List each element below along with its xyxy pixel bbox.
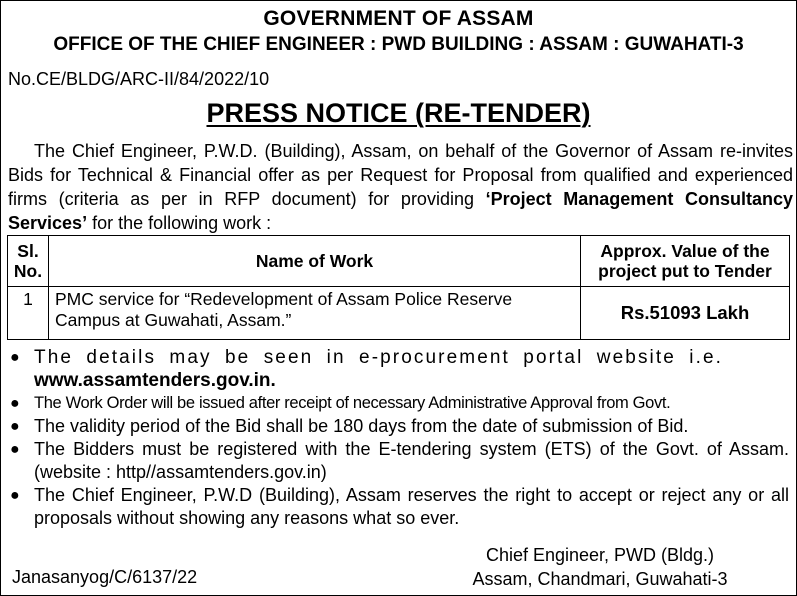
list-item	[0, 346, 797, 392]
list-item	[0, 392, 797, 415]
works-table	[7, 235, 790, 340]
bullet-icon: ●	[10, 395, 20, 412]
intro-text-after: for the following work :	[87, 213, 272, 233]
cell-approx-value: Rs.51093 Lakh	[581, 287, 790, 340]
reference-number: No.CE/BLDG/ARC-II/84/2022/10	[8, 69, 270, 89]
list-item	[0, 484, 797, 530]
header-sl-no: Sl. No.	[8, 236, 49, 287]
header-name-of-work: Name of Work	[49, 236, 581, 287]
bullet-icon: ●	[10, 418, 20, 435]
intro-text-before: The Chief Engineer, P.W.D. (Building), Assam, on behalf of the Governor of Assam re-invites Bids for Technical & Financial offer as per Request for Proposal from qualified and experienced firms (criteria as per in RFP document) for providing	[8, 141, 793, 209]
intro-paragraph	[8, 139, 793, 235]
bullet-icon: ●	[10, 487, 20, 504]
point-text: The Chief Engineer, P.W.D (Building), Assam reserves the right to accept or reject any or all proposals without showing any reasons what so ever.	[34, 485, 789, 528]
cell-name-of-work: PMC service for “Redevelopment of Assam Police Reserve Campus at Guwahati, Assam.”	[49, 287, 581, 340]
list-item	[0, 415, 797, 438]
signature-block	[430, 543, 770, 591]
point-text: The details may be seen in e-procurement portal website i.e.	[34, 347, 724, 368]
point-text: The validity period of the Bid shall be 180 days from the date of submission of Bid.	[34, 416, 689, 436]
header-office: OFFICE OF THE CHIEF ENGINEER : PWD BUILDING : ASSAM : GUWAHATI-3	[53, 34, 744, 55]
signature-title: Chief Engineer, PWD (Bldg.)	[485, 545, 715, 565]
bullet-icon: ●	[10, 441, 20, 458]
table-header-row	[8, 236, 790, 287]
intro-highlight: ‘Project Management Consultancy Services’	[8, 189, 793, 233]
footer-reference: Janasanyog/C/6137/22	[12, 567, 198, 587]
terms-list	[0, 346, 797, 530]
cell-sl-no: 1	[8, 287, 49, 340]
point-text: The Bidders must be registered with the E-tendering system (ETS) of the Govt. of Assam. (website : http//assamtenders.gov.in)	[34, 439, 789, 482]
signature-address: Assam, Chandmari, Guwahati-3	[472, 569, 728, 589]
list-item	[0, 438, 797, 484]
portal-website-link: www.assamtenders.gov.in.	[34, 370, 276, 391]
table-row	[8, 287, 790, 340]
bullet-icon: ●	[10, 349, 22, 366]
header-approx-value: Approx. Value of the project put to Tender	[581, 236, 790, 287]
point-text: The Work Order will be issued after receipt of necessary Administrative Approval from Govt.	[34, 394, 671, 412]
notice-title-text: PRESS NOTICE (RE-TENDER)	[206, 98, 591, 128]
header-government: GOVERNMENT OF ASSAM	[263, 7, 534, 30]
notice-title	[0, 98, 797, 129]
